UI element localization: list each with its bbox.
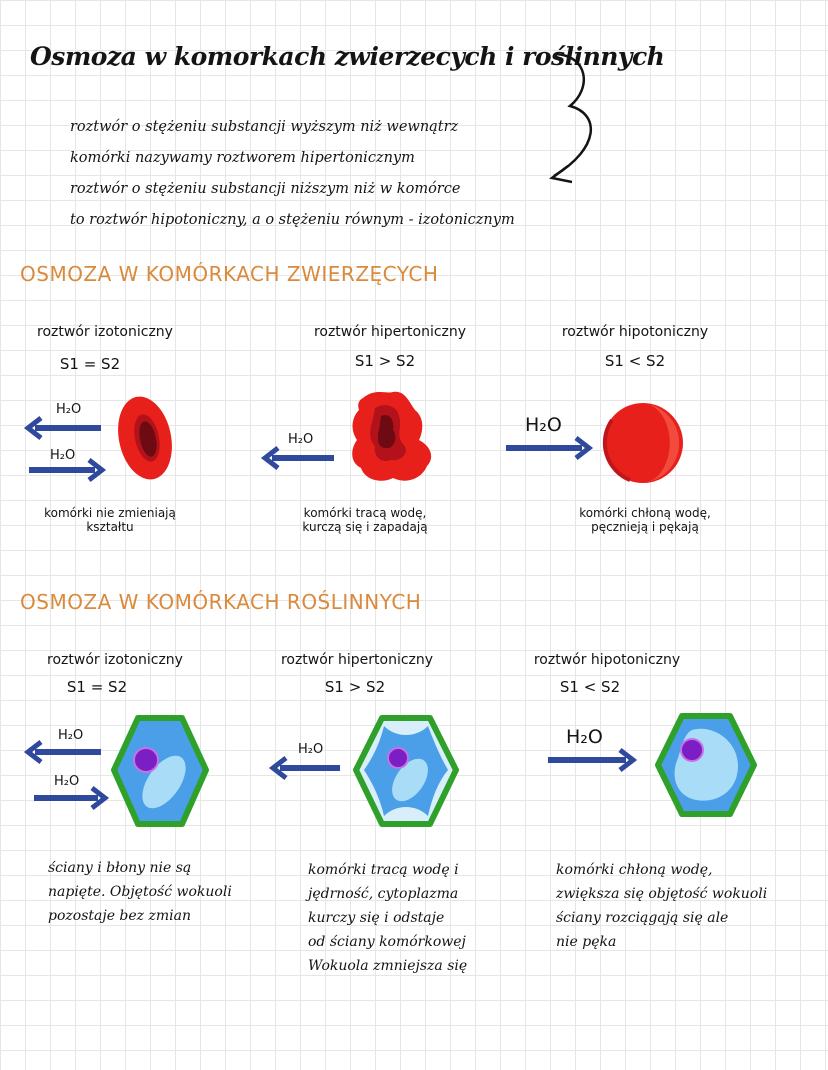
animal-iso-relation: S1 = S2 <box>59 355 121 373</box>
plant-iso-relation: S1 = S2 <box>66 678 128 696</box>
animal-hyper-relation: S1 > S2 <box>354 352 416 370</box>
arrow-left-icon <box>25 416 105 440</box>
h2o-label: H₂O <box>566 726 603 748</box>
arrow-left-icon <box>270 756 344 780</box>
plant-iso-label: roztwór izotoniczny <box>47 652 183 668</box>
plant-iso-description: ściany i błony nie są napięte. Objętość wokuoli pozostaje bez zmian <box>48 860 232 924</box>
animal-hypo-relation: S1 < S2 <box>604 352 666 370</box>
arrow-right-icon <box>502 436 592 460</box>
animal-hypo-label: roztwór hipotoniczny <box>561 324 709 340</box>
plant-hyper-relation: S1 > S2 <box>324 678 386 696</box>
arrow-left-icon <box>25 740 105 764</box>
arrow-right-icon <box>544 748 636 772</box>
h2o-label: H₂O <box>54 774 80 789</box>
plant-hyper-description: komórki tracą wodę i jędrność, cytoplazma kurczy się i odstaje od ściany komórkowej Wokuola zmniejsza się <box>308 862 468 974</box>
plant-hypo-description: komórki chłoną wodę, zwiększa się objętość wokuoli ściany rozciągają się ale nie pęka <box>556 862 768 950</box>
plant-cell-normal <box>108 712 210 832</box>
plant-hypo-label: roztwór hipotoniczny <box>533 652 681 668</box>
intro-definition <box>70 112 515 236</box>
animal-hypo-caption: komórki chłoną wodę, pęcznieją i pękają <box>579 506 711 534</box>
curved-arrow-icon <box>540 48 610 188</box>
red-blood-cell-normal <box>112 393 178 483</box>
h2o-label: H₂O <box>298 742 324 757</box>
arrow-left-icon <box>262 446 338 470</box>
plant-section-heading: OSMOZA W KOMÓRKACH ROŚLINNYCH <box>20 590 422 614</box>
page-title: Osmoza w komorkach zwierzecych i roślinnych <box>30 42 665 71</box>
animal-iso-label: roztwór izotoniczny <box>37 324 173 340</box>
h2o-label: H₂O <box>50 448 76 463</box>
h2o-label: H₂O <box>288 432 314 447</box>
swollen-red-blood-cell <box>600 400 686 486</box>
plant-hypo-relation: S1 < S2 <box>559 678 621 696</box>
animal-hyper-caption: komórki tracą wodę, kurczą się i zapadają <box>302 506 428 534</box>
intro-line: roztwór o stężeniu substancji wyższym niż wewnątrz <box>70 119 459 135</box>
intro-line: to roztwór hipotoniczny, a o stężeniu równym - izotonicznym <box>70 212 515 228</box>
plasmolyzed-plant-cell <box>350 712 462 830</box>
animal-iso-caption: komórki nie zmieniają kształtu <box>44 506 176 534</box>
h2o-label: H₂O <box>58 728 84 743</box>
animal-hyper-label: roztwór hipertoniczny <box>313 324 467 340</box>
h2o-label: H₂O <box>56 402 82 417</box>
plant-hyper-label: roztwór hipertoniczny <box>280 652 434 668</box>
animal-section-heading: OSMOZA W KOMÓRKACH ZWIERZĘCYCH <box>20 262 439 286</box>
h2o-label: H₂O <box>525 414 562 436</box>
turgid-plant-cell <box>652 710 760 820</box>
arrow-right-icon <box>30 786 108 810</box>
intro-line: komórki nazywamy roztworem hipertonicznym <box>70 150 415 166</box>
shrunken-red-blood-cell <box>345 388 437 486</box>
intro-line: roztwór o stężeniu substancji niższym niż w komórce <box>70 181 461 197</box>
